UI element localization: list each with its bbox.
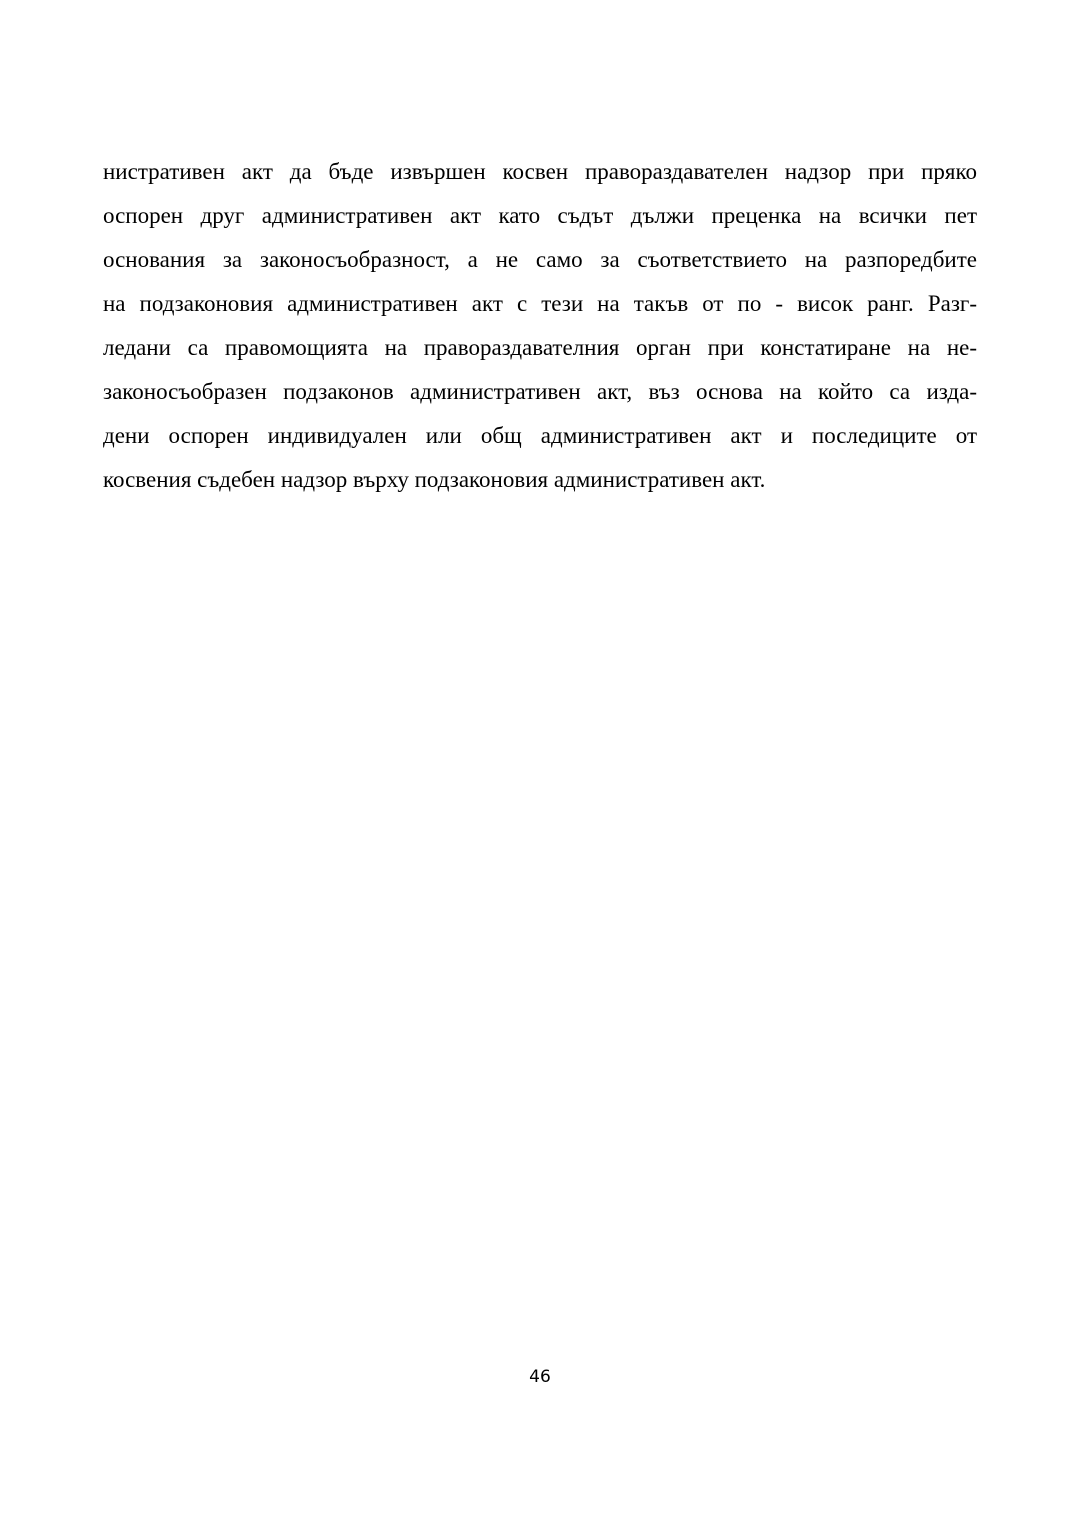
paragraph-line: оспорен друг административен акт като съдът дължи преценка на всички пет (103, 203, 977, 228)
paragraph-line: законосъобразен подзаконов административен акт, въз основа на който са изда- (103, 379, 977, 404)
body-paragraph (103, 150, 977, 502)
paragraph-line: нистративен акт да бъде извършен косвен правораздавателен надзор при пряко (103, 159, 977, 184)
paragraph-line: основания за законосъобразност, а не само за съответствието на разпоредбите (103, 247, 977, 272)
paragraph-line: ледани са правомощията на правораздавателния орган при констатиране на не- (103, 335, 977, 360)
page-number: 46 (529, 1367, 551, 1387)
paragraph-line: косвения съдебен надзор върху подзаконовия административен акт. (103, 467, 766, 492)
paragraph-line: дени оспорен индивидуален или общ административен акт и последиците от (103, 423, 977, 448)
paragraph-line: на подзаконовия административен акт с тези на такъв от по - висок ранг. Разг- (103, 291, 977, 316)
